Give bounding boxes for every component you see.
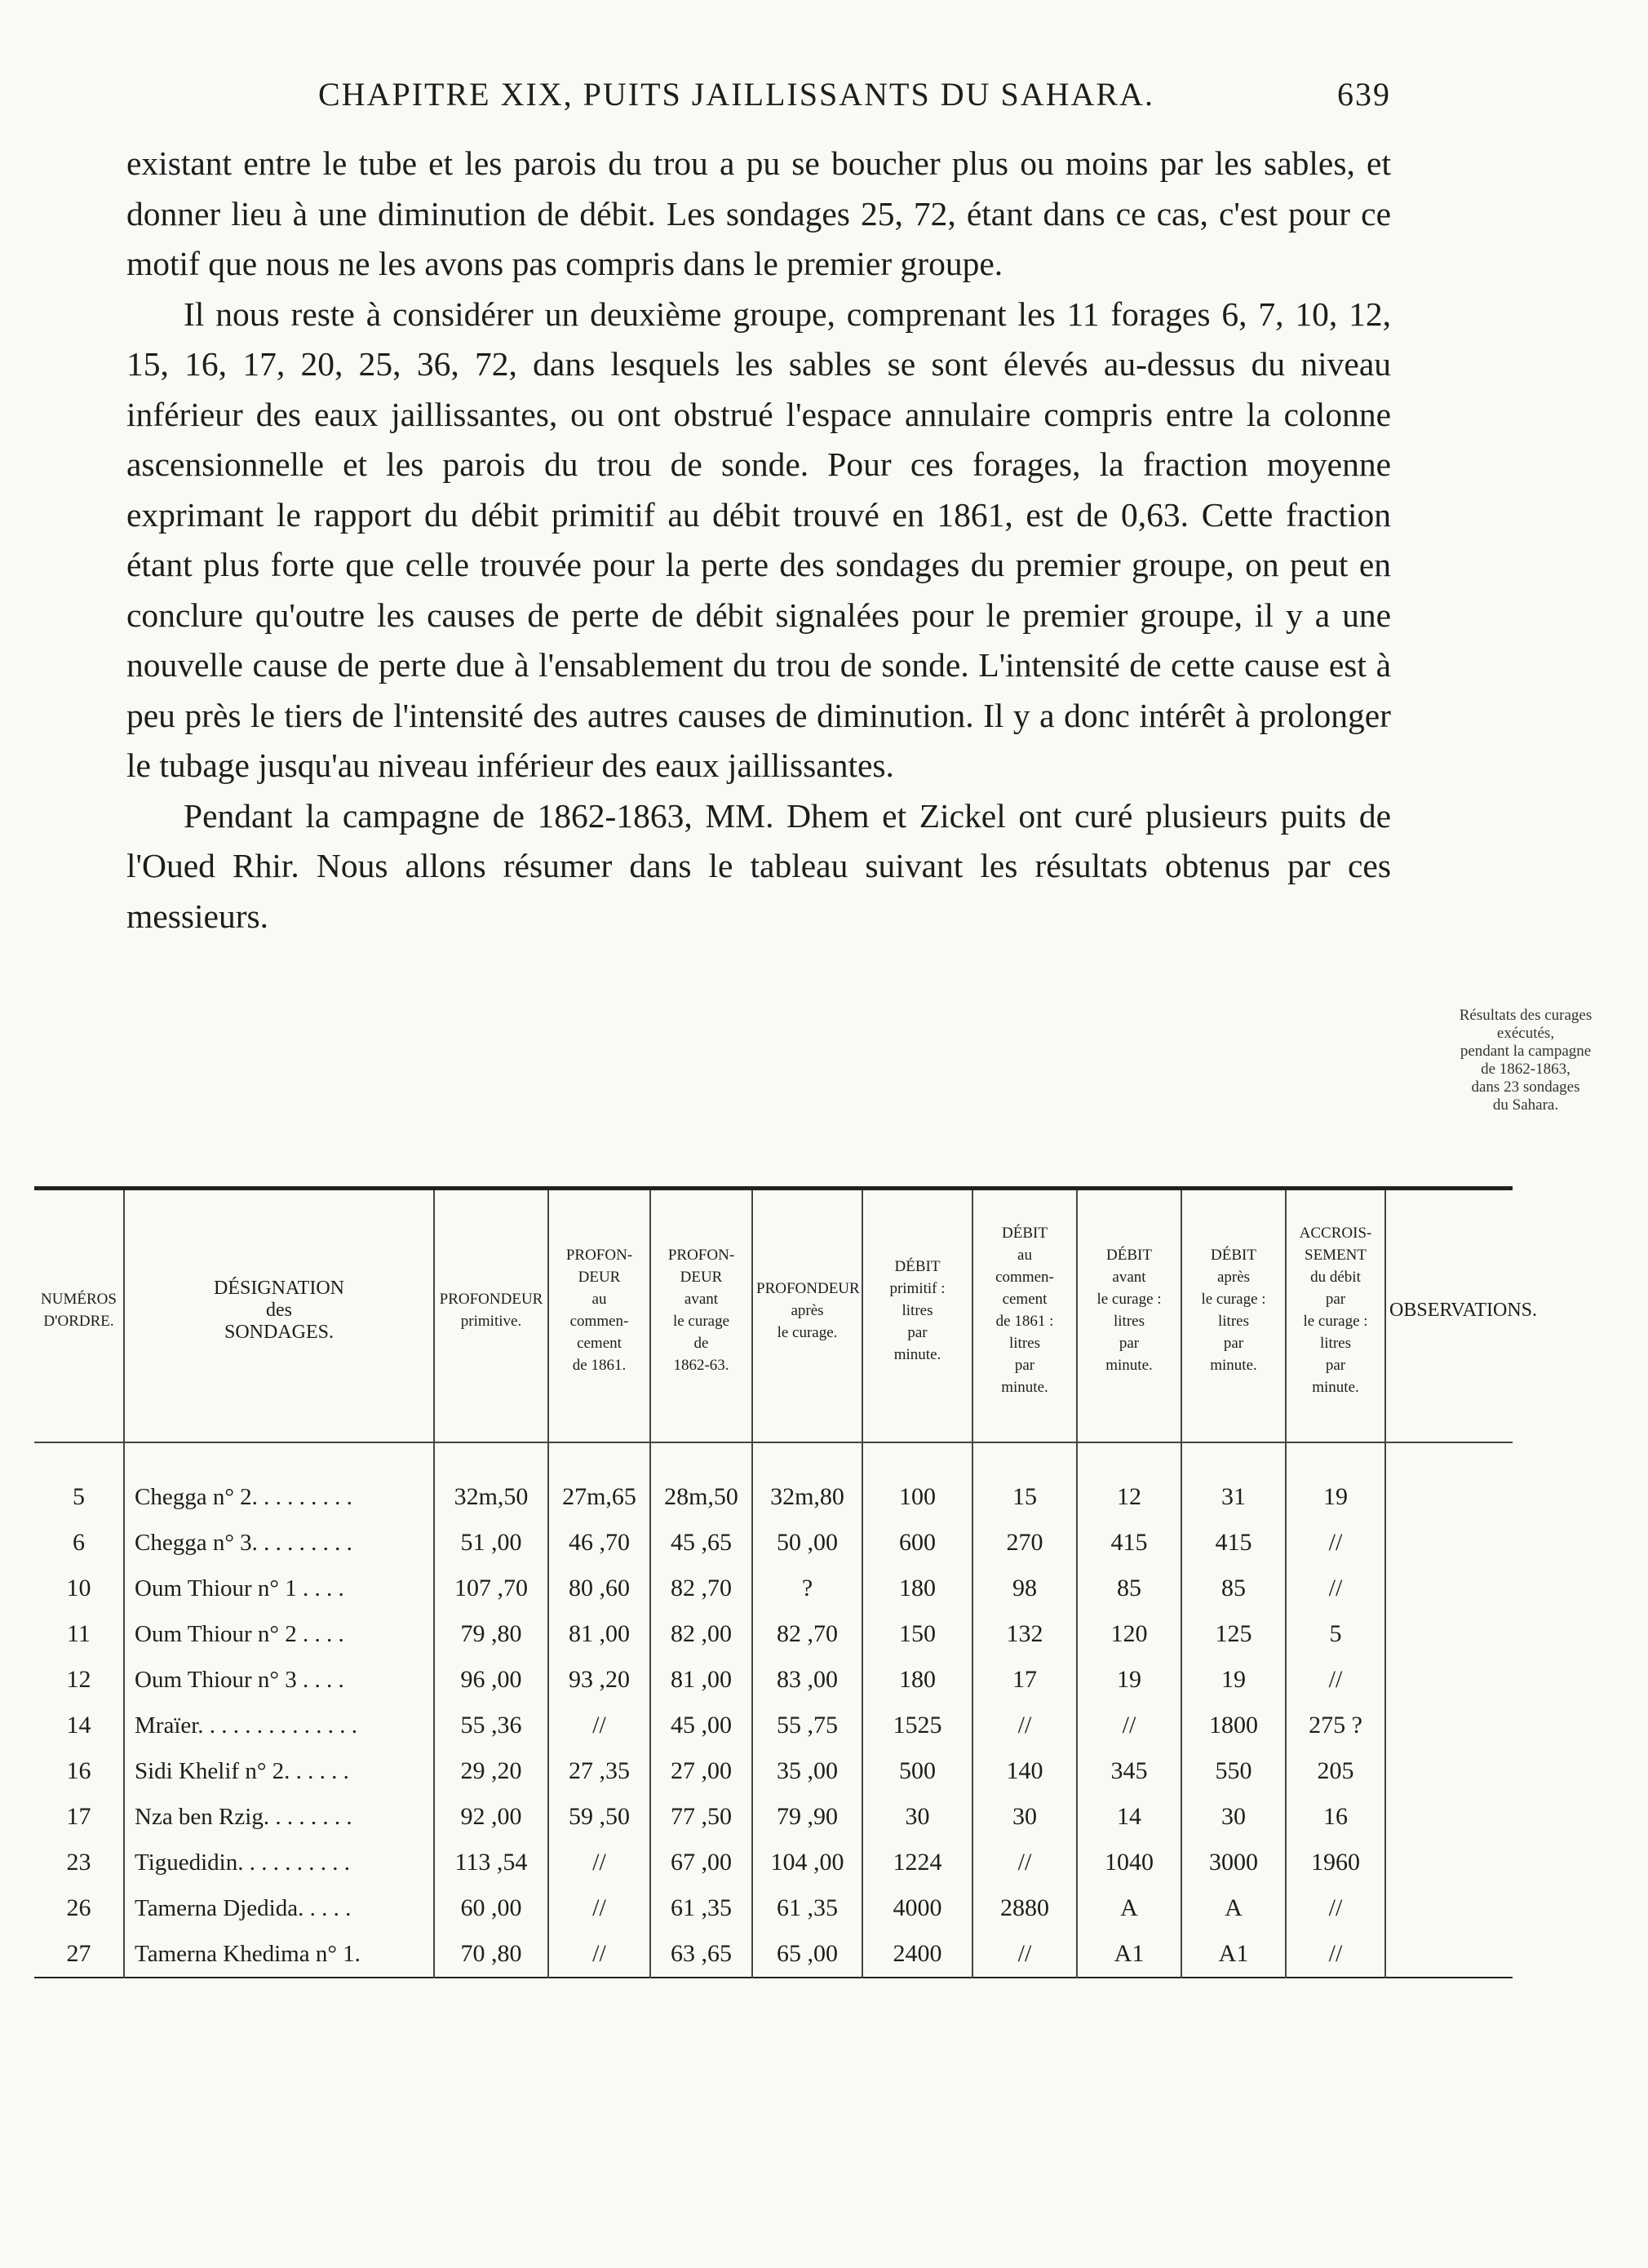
cell-p3: 77 ,50 [650,1794,752,1840]
header-line: PROFON- [667,1247,735,1264]
header-profondeur-avant [650,1189,752,1443]
cell-d2: 30 [972,1794,1077,1840]
cell-p3: 45 ,65 [650,1520,752,1566]
cell-num: 14 [34,1703,124,1748]
table-row [34,1566,1513,1611]
cell-p1: 32m,50 [434,1442,548,1520]
cell-obs [1385,1794,1513,1840]
header-line: le curage. [777,1323,838,1341]
cell-p1: 29 ,20 [434,1748,548,1794]
cell-p1: 79 ,80 [434,1611,548,1657]
cell-d1: 180 [862,1657,972,1703]
header-accroissement [1286,1189,1385,1443]
cell-num: 16 [34,1748,124,1794]
cell-p4: 79 ,90 [752,1794,862,1840]
cell-p1: 51 ,00 [434,1520,548,1566]
cell-p2: // [548,1885,650,1931]
cell-num: 5 [34,1442,124,1520]
header-line: le curage : [1201,1291,1266,1308]
paragraph-2: Il nous reste à considérer un deuxième groupe, comprenant les 11 forages 6, 7, 10, 12, 15, 16, 17, 20, 25, 36, 72, dans lesquels les sables se sont élevés au-dessus du niveau inférieur des eaux jaillissantes, ou ont obstrué l'espace annulaire compris entre la colonne ascensionnelle et les parois du trou de sonde. Pour ces forages, la fraction moyenne exprimant le rapport du débit primitif au débit trouvé en 1861, est de 0,63. Cette fraction étant plus forte que celle trouvée pour la perte des sondages du premier groupe, on peut en conclure qu'outre les causes de perte de débit signalées pour le premier groupe, il y a une nouvelle cause de perte due à l'ensablement du trou de sonde. L'intensité de cette cause est à peu près le tiers de l'intensité des autres causes de diminution. Il y a donc intérêt à prolonger le tubage jusqu'au niveau inférieur des eaux jaillissantes. [126,295,1391,784]
cell-d2: 270 [972,1520,1077,1566]
cell-name: Tiguedidin. . . . . . . . . . [124,1840,434,1885]
page-header [318,75,1391,124]
cell-name: Sidi Khelif n° 2. . . . . . [124,1748,434,1794]
cell-obs [1385,1885,1513,1931]
table-row [34,1442,1513,1520]
header-line: DEUR [578,1269,621,1286]
header-line: litres [1009,1335,1040,1352]
cell-p4: 65 ,00 [752,1931,862,1978]
cell-d3: 120 [1077,1611,1181,1657]
cell-p1: 55 ,36 [434,1703,548,1748]
cell-d4: 19 [1181,1657,1286,1703]
cell-acc: 19 [1286,1442,1385,1520]
header-line: D'ORDRE. [43,1313,114,1330]
header-line: cement [1002,1291,1048,1308]
cell-p1: 96 ,00 [434,1657,548,1703]
body-text [126,139,1391,941]
margin-note-line: pendant la campagne [1460,1043,1592,1060]
header-line: avant [684,1291,719,1308]
header-line: le curage [672,1313,730,1330]
header-line: avant [1112,1269,1146,1286]
table-row [34,1657,1513,1703]
cell-d1: 600 [862,1520,972,1566]
header-line: minute. [1210,1357,1257,1374]
cell-p4: 35 ,00 [752,1748,862,1794]
table-row [34,1885,1513,1931]
cell-acc: 275 ? [1286,1703,1385,1748]
header-line: PROFONDEUR [756,1279,860,1297]
cell-name: Tamerna Khedima n° 1. [124,1931,434,1978]
cell-obs [1385,1611,1513,1657]
cell-d3: 85 [1077,1566,1181,1611]
header-line: au [1017,1247,1032,1264]
cell-obs [1385,1566,1513,1611]
header-line: des [266,1299,292,1321]
cell-p1: 113 ,54 [434,1840,548,1885]
cell-name: Oum Thiour n° 1 . . . . [124,1566,434,1611]
header-line: par [1014,1357,1035,1374]
header-line: minute. [1105,1357,1153,1374]
cell-p4: 104 ,00 [752,1840,862,1885]
cell-acc: 1960 [1286,1840,1385,1885]
cell-p2: 46 ,70 [548,1520,650,1566]
cell-d4: 3000 [1181,1840,1286,1885]
cell-d1: 150 [862,1611,972,1657]
cell-d2: 15 [972,1442,1077,1520]
margin-note-line: dans 23 sondages [1471,1079,1580,1096]
table-row [34,1840,1513,1885]
header-line: au [591,1291,607,1308]
cell-d3: 14 [1077,1794,1181,1840]
cell-p3: 81 ,00 [650,1657,752,1703]
cell-p1: 60 ,00 [434,1885,548,1931]
header-line: par [1223,1335,1244,1352]
cell-p3: 82 ,00 [650,1611,752,1657]
cell-num: 11 [34,1611,124,1657]
cell-p1: 70 ,80 [434,1931,548,1978]
header-line: DÉBIT [1211,1247,1256,1264]
cell-acc: 16 [1286,1794,1385,1840]
cell-num: 23 [34,1840,124,1885]
margin-note-line: du Sahara. [1492,1096,1559,1114]
header-debit-apres [1181,1189,1286,1443]
header-line: PROFONDEUR [439,1291,543,1308]
cell-d2: // [972,1703,1077,1748]
cell-num: 27 [34,1931,124,1978]
cell-d4: 31 [1181,1442,1286,1520]
header-profondeur-apres [752,1189,862,1443]
header-line: DEUR [680,1269,723,1286]
cell-d4: 30 [1181,1794,1286,1840]
header-debit-commencement [972,1189,1077,1443]
cell-p4: 50 ,00 [752,1520,862,1566]
cell-obs [1385,1657,1513,1703]
table-row [34,1794,1513,1840]
cell-p4: 61 ,35 [752,1885,862,1931]
cell-p3: 27 ,00 [650,1748,752,1794]
header-line: litres [1114,1313,1145,1330]
cell-obs [1385,1520,1513,1566]
cell-d4: 85 [1181,1566,1286,1611]
table-row [34,1931,1513,1978]
page-number: 639 [1337,76,1391,113]
header-line: de 1861 : [995,1313,1054,1330]
cell-p4: 83 ,00 [752,1657,862,1703]
results-table [34,1186,1538,1978]
header-line: SONDAGES. [224,1321,334,1343]
cell-d2: 132 [972,1611,1077,1657]
header-line: DÉSIGNATION [214,1277,344,1299]
header-line: de 1861. [572,1357,627,1374]
header-line: OBSERVATIONS. [1389,1299,1538,1321]
cell-p2: 81 ,00 [548,1611,650,1657]
header-line: commen- [995,1269,1054,1286]
header-line: le curage : [1096,1291,1162,1308]
cell-d1: 1224 [862,1840,972,1885]
header-profondeur-commencement [548,1189,650,1443]
cell-d4: 125 [1181,1611,1286,1657]
cell-d1: 100 [862,1442,972,1520]
cell-p3: 28m,50 [650,1442,752,1520]
header-line: primitive. [460,1313,522,1330]
cell-d1: 4000 [862,1885,972,1931]
table-row [34,1520,1513,1566]
cell-d3: 345 [1077,1748,1181,1794]
paragraph-3: Pendant la campagne de 1862-1863, MM. Dhem et Zickel ont curé plusieurs puits de l'Oued Rhir. Nous allons résumer dans le tableau suivant les résultats obtenus par ces messieurs. [126,796,1391,935]
cell-name: Chegga n° 3. . . . . . . . . [124,1520,434,1566]
cell-p2: 27 ,35 [548,1748,650,1794]
header-observations [1385,1189,1538,1443]
header-line: 1862-63. [673,1357,729,1374]
cell-p4: ? [752,1566,862,1611]
header-line: de [693,1335,709,1352]
cell-d3: A1 [1077,1931,1181,1978]
cell-p3: 61 ,35 [650,1885,752,1931]
header-line: litres [1320,1335,1351,1352]
cell-p2: 27m,65 [548,1442,650,1520]
header-line: SEMENT [1305,1247,1367,1264]
cell-p2: 80 ,60 [548,1566,650,1611]
cell-acc: 5 [1286,1611,1385,1657]
cell-p3: 45 ,00 [650,1703,752,1748]
cell-p2: // [548,1931,650,1978]
header-line: DÉBIT [1002,1225,1048,1242]
cell-num: 12 [34,1657,124,1703]
header-line: ACCROIS- [1299,1225,1372,1242]
header-line: litres [1218,1313,1249,1330]
cell-d3: 12 [1077,1442,1181,1520]
cell-d2: // [972,1931,1077,1978]
cell-d1: 1525 [862,1703,972,1748]
header-line: NUMÉROS [41,1291,117,1308]
header-line: DÉBIT [894,1257,941,1275]
cell-d2: 140 [972,1748,1077,1794]
header-line: après [791,1301,824,1319]
header-line: par [1325,1291,1346,1308]
cell-d4: A [1181,1885,1286,1931]
margin-note-line: de 1862-1863, [1481,1061,1570,1078]
header-line: commen- [569,1313,629,1330]
cell-obs [1385,1703,1513,1748]
cell-acc: // [1286,1885,1385,1931]
header-line: primitif : [889,1279,946,1297]
cell-acc: // [1286,1566,1385,1611]
cell-d3: // [1077,1703,1181,1748]
margin-note-line: exécutés, [1496,1025,1555,1042]
cell-obs [1385,1840,1513,1885]
cell-p3: 63 ,65 [650,1931,752,1978]
cell-d4: 550 [1181,1748,1286,1794]
table-header-row [34,1189,1513,1443]
cell-d4: 415 [1181,1520,1286,1566]
cell-p2: // [548,1840,650,1885]
cell-d1: 2400 [862,1931,972,1978]
cell-p3: 82 ,70 [650,1566,752,1611]
cell-p2: 59 ,50 [548,1794,650,1840]
cell-p4: 32m,80 [752,1442,862,1520]
header-line: minute. [1001,1379,1048,1396]
cell-d3: 415 [1077,1520,1181,1566]
cell-d2: 98 [972,1566,1077,1611]
cell-d1: 180 [862,1566,972,1611]
table-row [34,1703,1513,1748]
cell-p1: 92 ,00 [434,1794,548,1840]
header-line: DÉBIT [1106,1247,1152,1264]
cell-p3: 67 ,00 [650,1840,752,1885]
header-line: par [1325,1357,1346,1374]
header-line: minute. [893,1345,941,1363]
cell-p2: // [548,1703,650,1748]
cell-d4: A1 [1181,1931,1286,1978]
table-body [34,1442,1513,1978]
cell-num: 10 [34,1566,124,1611]
header-profondeur-primitive [434,1189,548,1443]
cell-num: 17 [34,1794,124,1840]
cell-num: 26 [34,1885,124,1931]
cell-name: Oum Thiour n° 2 . . . . [124,1611,434,1657]
cell-acc: // [1286,1520,1385,1566]
cell-p1: 107 ,70 [434,1566,548,1611]
cell-d3: 1040 [1077,1840,1181,1885]
header-line: PROFON- [565,1247,633,1264]
cell-d3: A [1077,1885,1181,1931]
header-line: par [1119,1335,1140,1352]
cell-acc: // [1286,1657,1385,1703]
header-line: du débit [1310,1269,1361,1286]
margin-note [1411,1007,1640,1114]
cell-d4: 1800 [1181,1703,1286,1748]
cell-name: Chegga n° 2. . . . . . . . . [124,1442,434,1520]
cell-p4: 55 ,75 [752,1703,862,1748]
cell-name: Oum Thiour n° 3 . . . . [124,1657,434,1703]
cell-num: 6 [34,1520,124,1566]
header-line: le curage : [1303,1313,1368,1330]
cell-d2: // [972,1840,1077,1885]
cell-name: Tamerna Djedida. . . . . [124,1885,434,1931]
cell-obs [1385,1442,1513,1520]
cell-p4: 82 ,70 [752,1611,862,1657]
cell-d3: 19 [1077,1657,1181,1703]
cell-p2: 93 ,20 [548,1657,650,1703]
header-debit-primitif [862,1189,972,1443]
table-row [34,1748,1513,1794]
cell-d2: 17 [972,1657,1077,1703]
cell-obs [1385,1748,1513,1794]
paragraph-1: existant entre le tube et les parois du trou a pu se boucher plus ou moins par les sables, et donner lieu à une diminution de débit. Les sondages 25, 72, étant dans ce cas, c'est pour ce motif que nous ne les avons pas compris dans le premier groupe. [126,144,1391,282]
header-designation [124,1189,434,1443]
header-line: minute. [1312,1379,1359,1396]
table-row [34,1611,1513,1657]
chapter-title: CHAPITRE XIX, PUITS JAILLISSANTS DU SAHARA. [318,76,1154,113]
cell-d2: 2880 [972,1885,1077,1931]
cell-acc: // [1286,1931,1385,1978]
cell-obs [1385,1931,1513,1978]
cell-name: Nza ben Rzig. . . . . . . . [124,1794,434,1840]
cell-name: Mraïer. . . . . . . . . . . . . . [124,1703,434,1748]
cell-acc: 205 [1286,1748,1385,1794]
header-line: par [907,1323,928,1341]
header-debit-avant [1077,1189,1181,1443]
margin-note-line: Résultats des curages [1459,1007,1593,1024]
cell-d1: 500 [862,1748,972,1794]
cell-d1: 30 [862,1794,972,1840]
header-numeros [34,1189,124,1443]
header-line: après [1216,1269,1251,1286]
header-line: litres [902,1301,933,1319]
header-line: cement [577,1335,622,1352]
